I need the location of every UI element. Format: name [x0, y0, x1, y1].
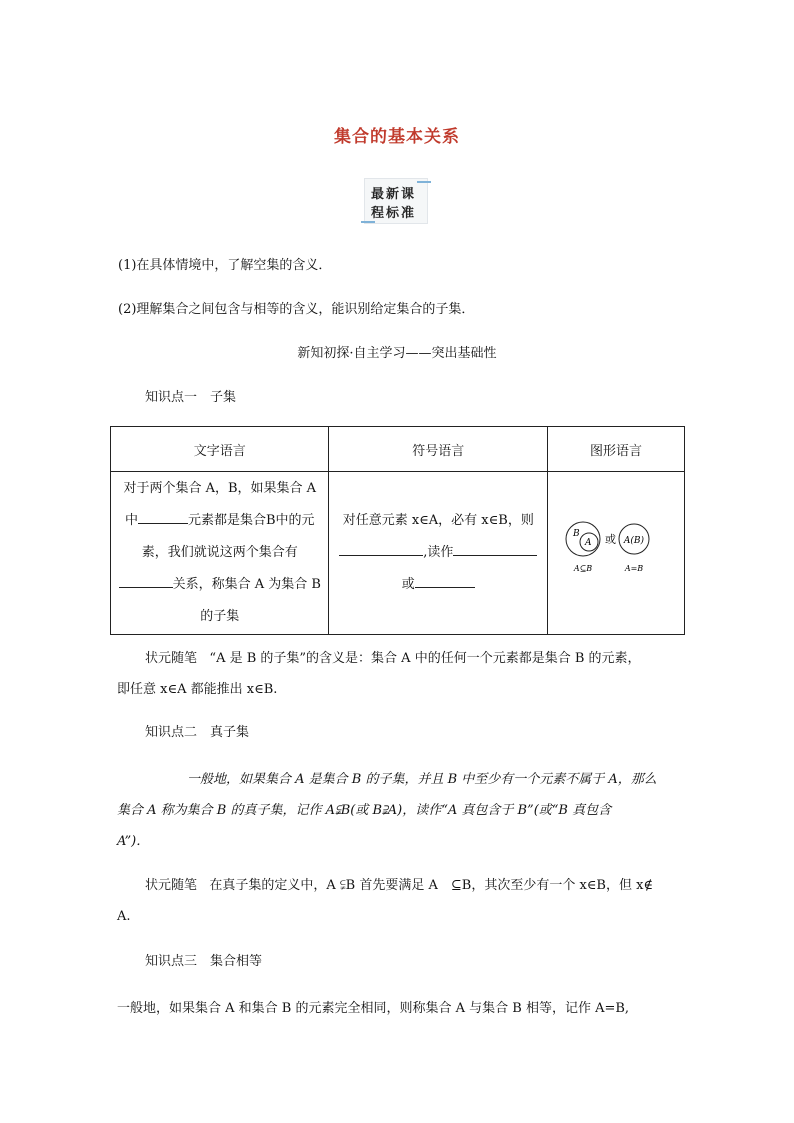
note-text: “A 是 B 的子集”的含义是：集合 A 中的任何一个元素都是集合 B 的元素， [209, 651, 641, 666]
text-language-cell [111, 472, 329, 635]
venn-label-b: B [573, 529, 580, 539]
venn-outer-circle-b [566, 522, 600, 556]
text-line-2: 中 元素都是集合B中的元 [118, 505, 321, 537]
fill-blank-3[interactable] [339, 541, 423, 556]
venn-or: 或 [605, 533, 617, 546]
badge-line-1: 最新课 [371, 187, 417, 202]
venn-label-a: A [585, 538, 592, 548]
kp2-paragraph-line-1: 一般地，如果集合 A 是集合 B 的子集，并且 B 中至少有一个元素不属于 A，那么 [187, 772, 657, 787]
symbol-line-1: 对任意元素 x∈A，必有 x∈B，则 [342, 513, 534, 528]
kp1-note [145, 643, 641, 674]
kp1-note-line-2: 即任意 x∈A 都能推出 x∈B. [117, 682, 278, 697]
header-symbol-language: 符号语言 [329, 427, 548, 472]
symbol-line-3: 或 [336, 569, 540, 601]
kp2-paragraph-line-3: A”)． [117, 834, 150, 849]
symbol-line-2: ,读作 [336, 537, 540, 569]
text-line-1: 对于两个集合 A，B，如果集合 A [123, 481, 317, 496]
venn-caption-subset: A⊆B [573, 564, 593, 573]
fill-blank-4[interactable] [453, 541, 537, 556]
kp2-paragraph-line-2: 集合 A 称为集合 B 的真子集，记作 A⫋B(或 B⫌A)，读作“A 真包含于 B”(或“B 真包含 [117, 803, 612, 818]
badge-accent-bottom [361, 221, 375, 223]
kp2-note [145, 870, 653, 901]
kp1-heading: 知识点一 子集 [145, 390, 237, 405]
objective-1: (1)在具体情境中，了解空集的含义． [118, 258, 332, 273]
fill-blank-1[interactable] [138, 509, 188, 524]
note-label: 状元随笔 [145, 878, 198, 893]
note-label: 状元随笔 [145, 651, 198, 666]
venn-label-equal: A(B) [623, 536, 645, 546]
subset-table [110, 426, 685, 635]
kp2-heading: 知识点二 真子集 [145, 725, 250, 740]
header-figure-language: 图形语言 [548, 427, 685, 472]
table-header-row [111, 427, 685, 472]
figure-language-cell [548, 472, 685, 635]
table-row [111, 472, 685, 635]
badge-line-2: 程标准 [371, 206, 417, 221]
text-line-4: 关系，称集合 A 为集合 B [118, 569, 321, 601]
page-title: 集合的基本关系 [334, 127, 460, 147]
header-text-language: 文字语言 [111, 427, 329, 472]
text-line-5: 的子集 [200, 609, 240, 624]
text-line-3: 素，我们就说这两个集合有 [141, 545, 298, 560]
objective-2: (2)理解集合之间包含与相等的含义，能识别给定集合的子集． [118, 302, 475, 317]
curriculum-standard-badge [364, 178, 428, 224]
fill-blank-2[interactable] [119, 573, 173, 588]
kp2-note-line-2: A. [117, 909, 131, 924]
note-text: 在真子集的定义中，A ⫋B 首先要满足 A ⊆B，其次至少有一个 x∈B，但 x∉ [209, 878, 654, 893]
section-heading: 新知初探·自主学习——突出基础性 [297, 346, 497, 361]
kp3-heading: 知识点三 集合相等 [145, 954, 263, 969]
fill-blank-5[interactable] [415, 573, 475, 588]
venn-diagram [561, 521, 671, 581]
venn-caption-equal: A=B [624, 564, 644, 573]
symbol-language-cell [329, 472, 548, 635]
kp3-paragraph-line-1: 一般地，如果集合 A 和集合 B 的元素完全相同，则称集合 A 与集合 B 相等，记作 A=B, [117, 1001, 630, 1016]
badge-accent-top [417, 181, 431, 183]
